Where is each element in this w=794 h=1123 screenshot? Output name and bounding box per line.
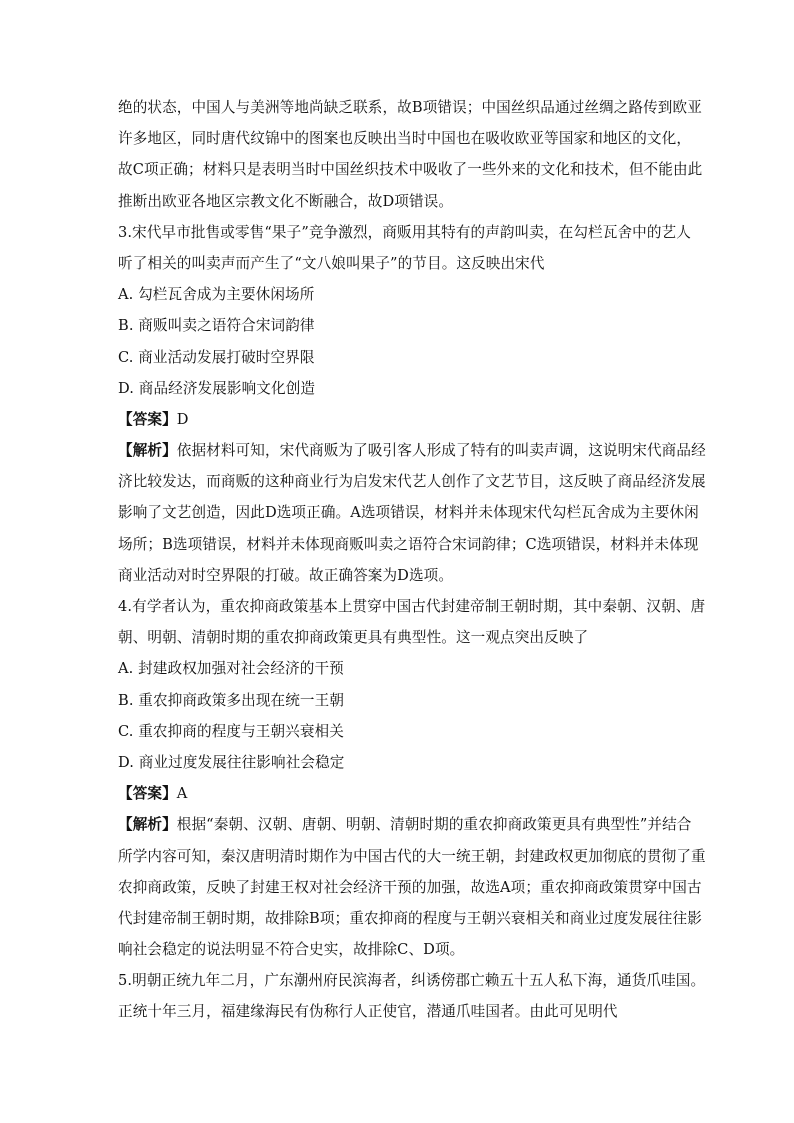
analysis-line: 依据材料可知，宋代商贩为了吸引客人形成了特有的叫卖声调，这说明宋代商品经 (176, 442, 706, 460)
question-stem: 正统十年三月，福建缘海民有伪称行人正使官，潜通爪哇国者。由此可见明代 (118, 1003, 618, 1021)
answer-row (118, 404, 678, 435)
analysis-line: 商业活动对时空界限的打破。故正确答案为D选项。 (118, 566, 454, 584)
option-a: A. 勾栏瓦舍成为主要休闲场所 (118, 286, 315, 304)
question-stem: 朝、明朝、清朝时期的重农抑商政策更具有典型性。这一观点突出反映了 (118, 629, 589, 647)
analysis-line: 所学内容可知，秦汉唐明清时期作为中国古代的大一统王朝，封建政权更加彻底的贯彻了重 (118, 847, 706, 865)
option-b: B. 商贩叫卖之语符合宋词韵律 (118, 317, 315, 335)
document-page (118, 92, 706, 1028)
analysis-line: 根据“秦朝、汉朝、唐朝、明朝、清朝时期的重农抑商政策更具有典型性”并结合 (176, 816, 692, 834)
analysis-label: 【解析】 (118, 442, 177, 460)
analysis-row (118, 435, 706, 466)
analysis-line: 故C项正确；材料只是表明当时中国丝织技术中吸收了一些外来的文化和技术，但不能由此 (118, 161, 703, 179)
analysis-row (118, 809, 692, 840)
question-3 (118, 217, 706, 591)
question-stem: 听了相关的叫卖声而产生了“文八娘叫果子”的节目。这反映出宋代 (118, 254, 545, 272)
analysis-line: 代封建帝制王朝时期，故排除B项；重农抑商的程度与王朝兴衰相关和商业过度发展往往影 (118, 909, 702, 927)
analysis-line: 推断出欧亚各地区宗教文化不断融合，故D项错误。 (118, 192, 454, 210)
question-5 (118, 965, 706, 1027)
question-stem: 3.宋代早市批售或零售“果子”竞争激烈，商贩用其特有的声韵叫卖，在勾栏瓦舍中的艺人 (118, 223, 691, 241)
option-c: C. 商业活动发展打破时空界限 (118, 348, 315, 366)
analysis-line: 许多地区，同时唐代纹锦中的图案也反映出当时中国也在吸收欧亚等国家和地区的文化， (118, 130, 692, 148)
option-d: D. 商业过度发展往往影响社会稳定 (118, 753, 345, 771)
analysis-label: 【解析】 (118, 816, 177, 834)
analysis-line: 绝的状态，中国人与美洲等地尚缺乏联系，故B项错误；中国丝织品通过丝绸之路传到欧亚 (118, 99, 702, 116)
option-c: C. 重农抑商的程度与王朝兴衰相关 (118, 722, 344, 740)
analysis-line: 济比较发达，而商贩的这种商业行为启发宋代艺人创作了文艺节目，这反映了商品经济发展 (118, 473, 706, 491)
answer-label: 【答案】 (118, 410, 177, 428)
analysis-line: 响社会稳定的说法明显不符合史实，故排除C、D项。 (118, 941, 465, 959)
analysis-line: 农抑商政策，反映了封建王权对社会经济干预的加强，故选A项；重农抑商政策贯穿中国古 (118, 878, 702, 896)
option-b: B. 重农抑商政策多出现在统一王朝 (118, 691, 345, 709)
question-stem: 4.有学者认为，重农抑商政策基本上贯穿中国古代封建帝制王朝时期，其中秦朝、汉朝、唐 (118, 598, 706, 615)
question-stem: 5.明朝正统九年二月，广东潮州府民滨海者，纠诱傍郡亡赖五十五人私下海，通货爪哇国。 (118, 972, 706, 990)
answer-value: D (176, 410, 189, 428)
question-4 (118, 591, 706, 965)
option-a: A. 封建政权加强对社会经济的干预 (118, 660, 344, 678)
answer-value: A (176, 785, 188, 803)
answer-label: 【答案】 (118, 785, 177, 803)
analysis-line: 场所；B选项错误，材料并未体现商贩叫卖之语符合宋词韵律；C选项错误，材料并未体现 (118, 535, 699, 553)
analysis-line: 影响了文艺创造，因此D选项正确。A选项错误，材料并未体现宋代勾栏瓦舍成为主要休闲 (118, 504, 699, 522)
option-d: D. 商品经济发展影响文化创造 (118, 379, 316, 397)
previous-analysis (118, 92, 703, 217)
answer-row (118, 778, 678, 809)
